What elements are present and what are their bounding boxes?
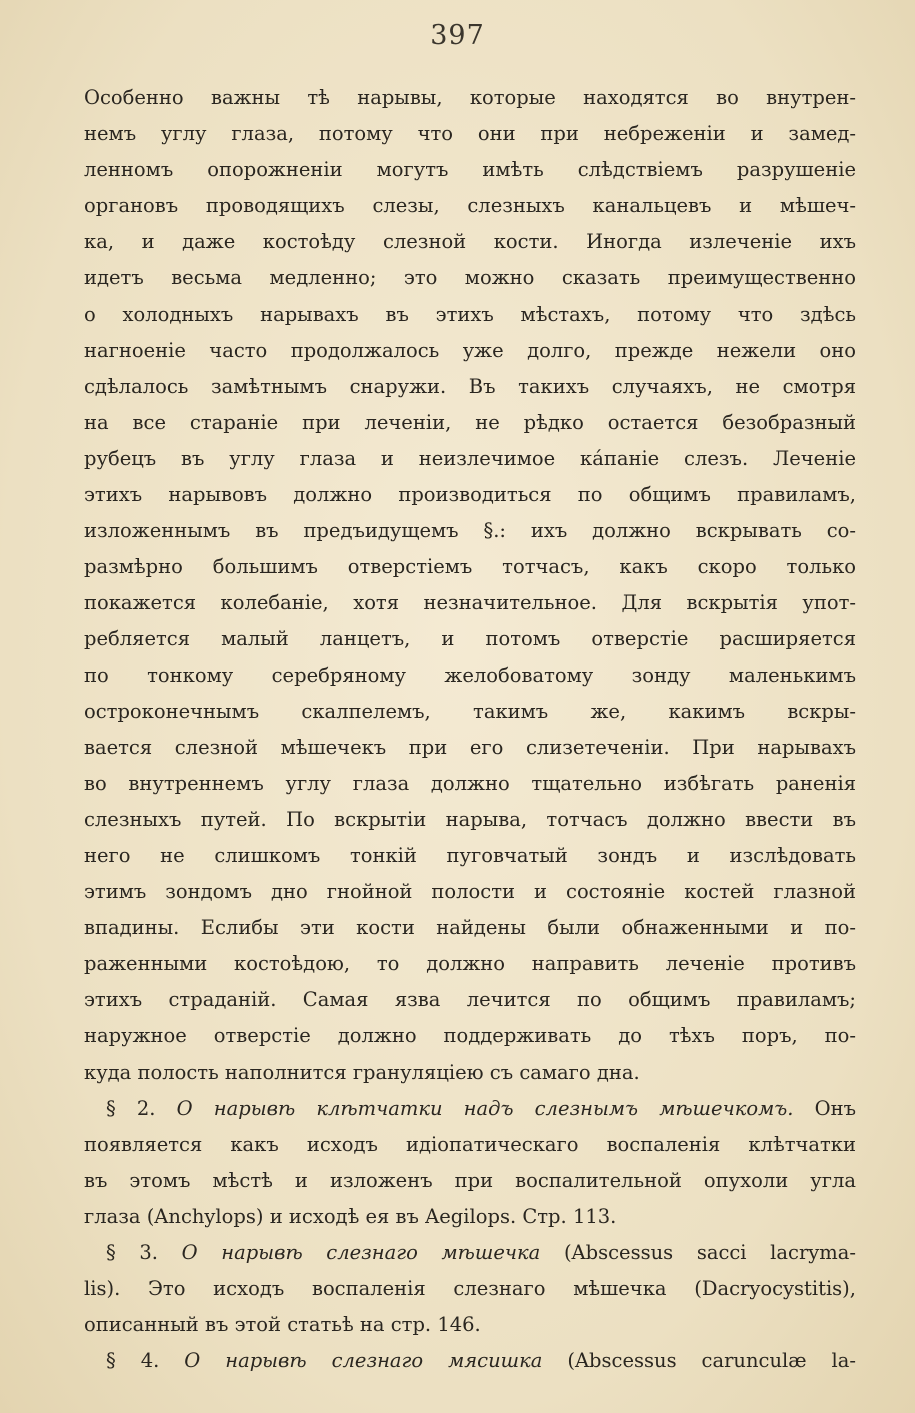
text-line: появляется какъ исходъ идіопатическаго воспаленія клѣтчатки bbox=[84, 1132, 856, 1156]
text-line: сдѣлалось замѣтнымъ снаружи. Въ такихъ случаяхъ, не смотря bbox=[84, 374, 856, 398]
section-title: О нарывѣ слезнаго мѣшечка bbox=[181, 1241, 541, 1264]
text-line: раженными костоѣдою, то должно направить леченіе противъ bbox=[84, 952, 856, 976]
section-heading-line bbox=[84, 1343, 856, 1379]
text-line: покажется колебаніе, хотя незначительное. Для вскрытія упот- bbox=[84, 591, 856, 615]
text-line: впадины. Еслибы эти кости найдены были обнаженными и по- bbox=[84, 916, 856, 940]
text-line: него не слишкомъ тонкій пуговчатый зондъ и изслѣдовать bbox=[84, 843, 856, 867]
text-line: рубецъ въ углу глаза и неизлечимое кáпаніе слезъ. Леченіе bbox=[84, 446, 856, 470]
text-line: глаза (Anchylops) и исходѣ ея въ Aegilops. Стр. 113. bbox=[84, 1204, 617, 1228]
section-continuation: (Abscessus carunculæ la- bbox=[542, 1349, 856, 1373]
text-line: вается слезной мѣшечекъ при его слизетеченіи. При нарывахъ bbox=[84, 735, 856, 759]
text-line: по тонкому серебряному желобоватому зонду маленькимъ bbox=[84, 663, 856, 687]
text-line: этимъ зондомъ дно гнойной полости и состояніе костей глазной bbox=[84, 880, 856, 904]
text-line: о холодныхъ нарывахъ въ этихъ мѣстахъ, потому что здѣсь bbox=[84, 302, 856, 326]
text-line: наружное отверстіе должно поддерживать до тѣхъ поръ, по- bbox=[84, 1024, 856, 1048]
page-number: 397 bbox=[430, 20, 485, 51]
section-number: § 3. bbox=[106, 1241, 182, 1264]
text-line: описанный въ этой статьѣ на стр. 146. bbox=[84, 1313, 481, 1337]
section-number: § 4. bbox=[106, 1349, 185, 1373]
section-continuation: (Abscessus sacci lacryma- bbox=[540, 1241, 856, 1264]
text-line: нагноеніе часто продолжалось уже долго, прежде нежели оно bbox=[84, 338, 856, 362]
text-line: ленномъ опорожненіи могутъ имѣть слѣдствіемъ разрушеніе bbox=[84, 158, 856, 182]
section-title: О нарывѣ клѣтчатки надъ слезнымъ мѣшечкомъ. bbox=[176, 1096, 794, 1120]
body-text bbox=[84, 80, 856, 1379]
text-line: во внутреннемъ углу глаза должно тщательно избѣгать раненія bbox=[84, 771, 856, 795]
text-line: идетъ весьма медленно; это можно сказать преимущественно bbox=[84, 266, 856, 290]
text-line: слезныхъ путей. По вскрытіи нарыва, тотчасъ должно ввести въ bbox=[84, 807, 856, 831]
text-line: органовъ проводящихъ слезы, слезныхъ канальцевъ и мѣшеч- bbox=[84, 194, 856, 218]
text-line: немъ углу глаза, потому что они при небреженіи и замед- bbox=[84, 122, 856, 146]
text-line: ка, и даже костоѣду слезной кости. Иногда излеченіе ихъ bbox=[84, 230, 856, 254]
section-title: О нарывѣ слезнаго мясишка bbox=[184, 1349, 543, 1373]
section-heading-line bbox=[84, 1091, 856, 1127]
section-heading-line bbox=[84, 1235, 856, 1271]
section-continuation: Онъ bbox=[793, 1096, 856, 1120]
text-line: Особенно важны тѣ нарывы, которые находятся во внутрен- bbox=[84, 86, 856, 109]
text-line: изложеннымъ въ предъидущемъ §.: ихъ должно вскрывать со- bbox=[84, 519, 856, 543]
text-line: размѣрно большимъ отверстіемъ тотчасъ, какъ скоро только bbox=[84, 555, 856, 579]
text-line: въ этомъ мѣстѣ и изложенъ при воспалительной опухоли угла bbox=[84, 1168, 856, 1192]
text-line: этихъ нарывовъ должно производиться по общимъ правиламъ, bbox=[84, 483, 856, 507]
text-line: ребляется малый ланцетъ, и потомъ отверстіе расширяется bbox=[84, 627, 856, 651]
text-line: остроконечнымъ скалпелемъ, такимъ же, какимъ вскры- bbox=[84, 699, 856, 723]
text-line: lis). Это исходъ воспаленія слезнаго мѣшечка (Dacryocystitis), bbox=[84, 1277, 856, 1301]
text-line: на все стараніе при леченіи, не рѣдко остается безобразный bbox=[84, 410, 856, 434]
text-line: куда полость наполнится грануляціею съ самаго дна. bbox=[84, 1060, 640, 1084]
text-line: этихъ страданій. Самая язва лечится по общимъ правиламъ; bbox=[84, 988, 856, 1012]
section-number: § 2. bbox=[106, 1096, 177, 1120]
